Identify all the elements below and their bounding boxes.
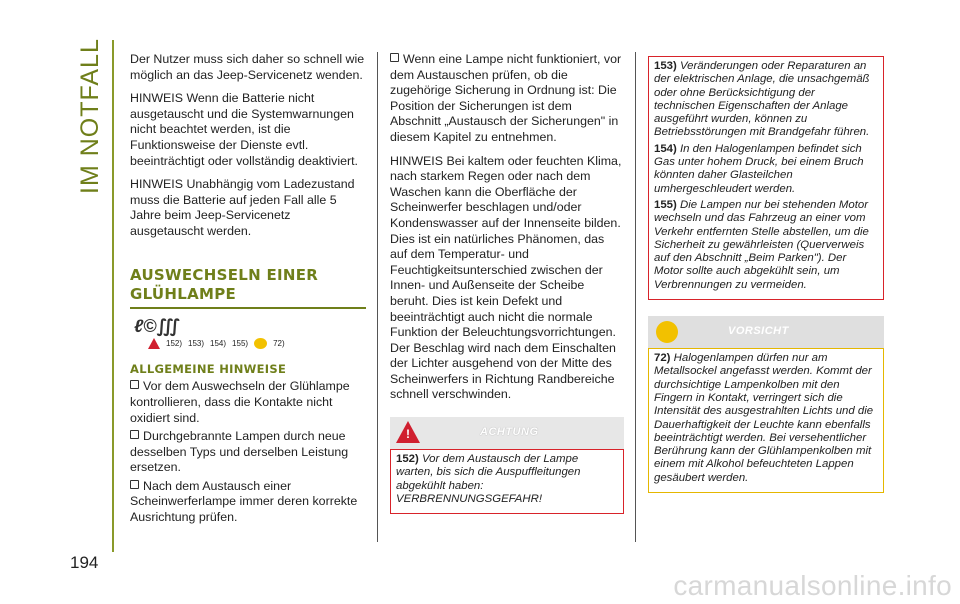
warning-banner bbox=[390, 417, 624, 449]
warning-block bbox=[390, 417, 624, 514]
note-condensation: HINWEIS Bei kaltem oder feuchten Klima, nach starkem Regen oder nach dem Waschen kann die Oberfläche der Scheinwerfer beschlagen und/oder Kondenswasser auf der Innenseite bilden. Dies ist ein natürliches Phänomen, das auf dem Temperatur- und Feuchtigkeitsunterschied zwischen der Innen- und Außenseite der Scheibe beruht. Dies ist kein Defekt und beeinträchtigt auch nicht die normale Funktion der Beleuchtungsvorrichtungen. Der Beschlag wird nach dem Einschalten der Lichter ausgehend von der Mitte des Scheinwerfers in Richtung Randbereiche schnell verschwinden. bbox=[390, 153, 622, 402]
column-1 bbox=[130, 52, 366, 529]
warning-item: 154) In den Halogenlampen befindet sich Gas unter hohem Druck, bei einem Bruch könnten daher Glasteilchen umhergeschleudert werden. bbox=[654, 142, 864, 195]
bullet-icon bbox=[130, 380, 139, 389]
caution-label: VORSICHT bbox=[728, 325, 789, 338]
bullet-icon bbox=[130, 430, 139, 439]
bulb-icon: ℓ©∭ bbox=[134, 315, 180, 336]
ref-154: 154) bbox=[210, 339, 227, 349]
warning-triangle-icon bbox=[148, 338, 160, 349]
warning-triangle-icon bbox=[396, 421, 420, 443]
column-2 bbox=[390, 52, 624, 514]
bullet-item: Wenn eine Lampe nicht funktioniert, vor dem Austauschen prüfen, ob die zugehörige Sicherung in Ordnung ist: Die Position der Sicherungen ist dem Abschnitt „Austausch der Sicherungen" in diesem Kapitel zu entnehmen. bbox=[390, 52, 622, 144]
chapter-title: IM NOTFALL bbox=[76, 38, 104, 194]
note-battery-replace: HINWEIS Wenn die Batterie nicht ausgetauscht und die Systemwarnungen nicht beachtet werden, ist die Funktionsweise der Dienste evtl. beeinträchtigt oder vollständig deaktiviert. bbox=[130, 91, 358, 168]
warning-item: 155) Die Lampen nur bei stehenden Motor wechseln und das Fahrzeug an einer vom Verkehr entfernten Stelle abstellen, um die Sicherheit zu gewährleisten (Querverweis auf den Abschnitt „Beim Parken"). Der Motor sollte auch abgekühlt sein, um Verbrennungen zu vermeiden. bbox=[654, 198, 869, 291]
page-number: 194 bbox=[70, 553, 99, 572]
caution-box bbox=[648, 348, 884, 493]
warning-box-continued bbox=[648, 56, 884, 300]
bullet-icon bbox=[390, 53, 399, 62]
warning-box bbox=[390, 449, 624, 514]
ref-153: 153) bbox=[188, 339, 205, 349]
ref-152: 152) bbox=[166, 339, 183, 349]
section-title: AUSWECHSELN EINER GLÜHLAMPE bbox=[130, 265, 319, 303]
bullet-item: Nach dem Austausch einer Scheinwerferlampe immer deren korrekte Ausrichtung prüfen. bbox=[130, 478, 358, 525]
section-rule bbox=[130, 307, 366, 309]
warning-label: ACHTUNG bbox=[480, 426, 539, 439]
column-divider-2 bbox=[635, 52, 636, 542]
bullet-icon bbox=[130, 480, 139, 489]
caution-car-icon bbox=[656, 321, 678, 343]
chapter-rule bbox=[112, 40, 114, 552]
bullet-item: Vor dem Auswechseln der Glühlampe kontrollieren, dass die Kontakte nicht oxidiert sind. bbox=[130, 379, 350, 425]
warning-item: 152) Vor dem Austausch der Lampe warten, bis sich die Auspuffleitungen abgekühlt haben: VERBRENNUNGSGEFAHR! bbox=[396, 453, 581, 505]
caution-icon bbox=[254, 338, 267, 349]
column-3 bbox=[648, 52, 884, 493]
note-battery-interval: HINWEIS Unabhängig vom Ladezustand muss die Batterie auf jeden Fall alle 5 Jahre beim Jeep-Servicenetz ausgetauscht werden. bbox=[130, 177, 355, 238]
watermark: carmanualsonline.info bbox=[673, 570, 952, 601]
reference-list bbox=[148, 336, 366, 352]
caution-block bbox=[648, 316, 884, 493]
caution-item: 72) Halogenlampen dürfen nur am Metallsockel angefasst werden. Kommt der durchsichtige Lampenkolben mit den Fingern in Kontakt, verringert sich die Intensität des ausgestrahlten Lichts und die Dauerhaftigkeit der Leuchte kann ebenfalls beeinträchtigt werden. Bei versehentlicher Berührung kann der Glühlampenkolben mit einem mit Alkohol befeuchteten Lappen gesäubert werden. bbox=[654, 352, 874, 484]
bullet-item: Durchgebrannte Lampen durch neue desselben Typs und derselben Leistung ersetzen. bbox=[130, 429, 349, 475]
paragraph-service: Der Nutzer muss sich daher so schnell wie möglich an das Jeep-Servicenetz wenden. bbox=[130, 52, 365, 82]
ref-155: 155) bbox=[232, 339, 249, 349]
caution-banner bbox=[648, 316, 884, 348]
subsection-title: ALLGEMEINE HINWEISE bbox=[130, 361, 287, 376]
column-divider-1 bbox=[377, 52, 378, 542]
warning-item: 153) Veränderungen oder Reparaturen an der elektrischen Anlage, die unsachgemäß oder ohne Berücksichtigung der technischen Eigenschaften der Anlage ausgeführt wurden, können zu Betriebsstörungen mit Brandgefahr führen. bbox=[654, 60, 870, 139]
ref-72: 72) bbox=[273, 339, 285, 349]
